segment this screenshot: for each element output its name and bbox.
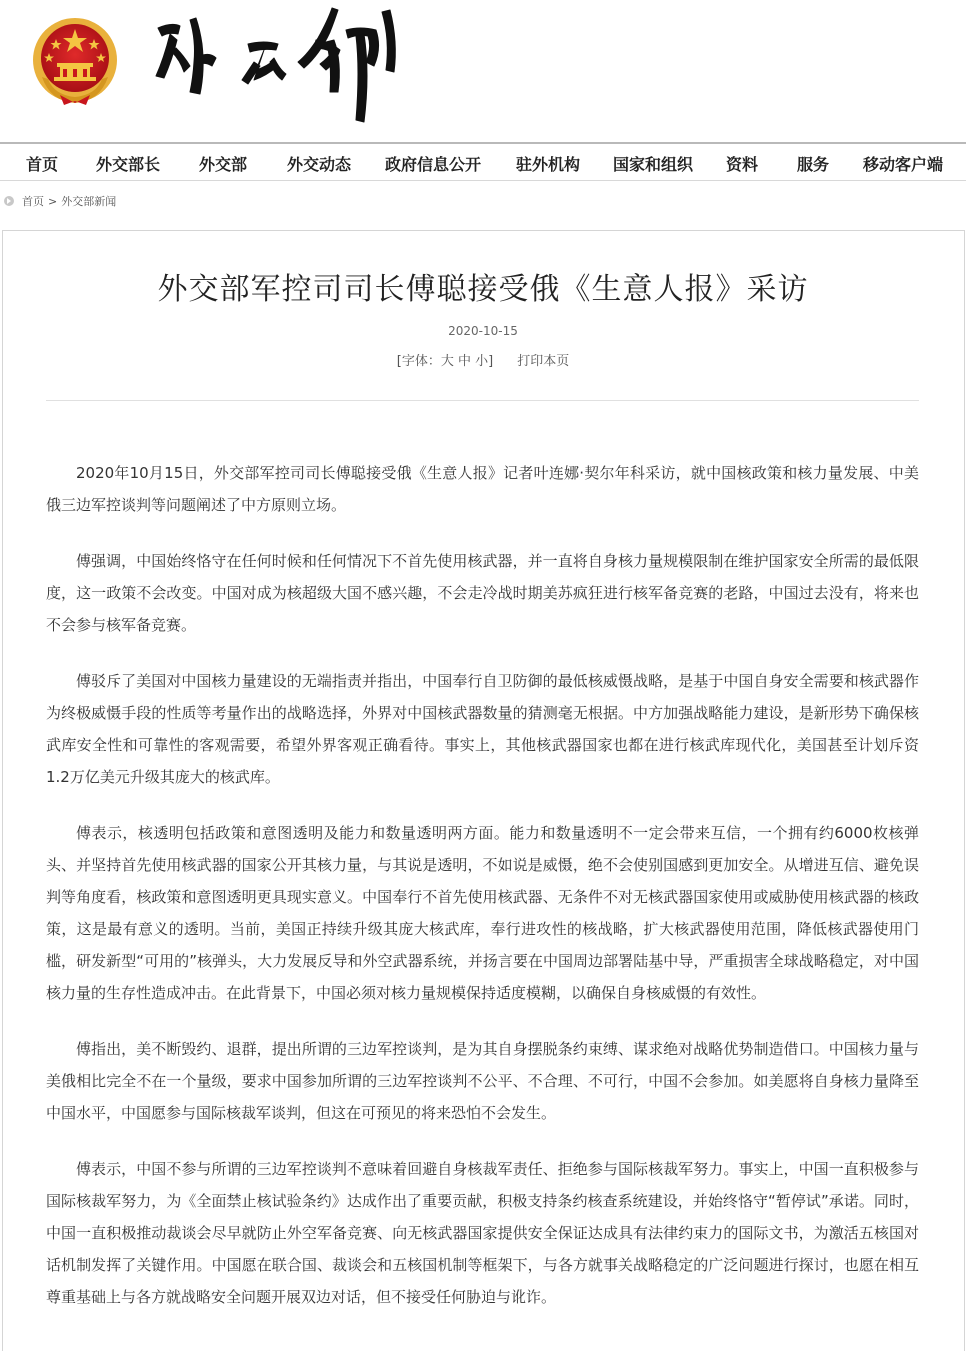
nav-item-missions-abroad[interactable]: 驻外机构 [516, 155, 581, 174]
nav-item-home[interactable]: 首页 [26, 155, 59, 174]
article-date: 2020-10-15 [448, 324, 518, 338]
title-divider [46, 400, 919, 401]
article-paragraph: 傅表示，核透明包括政策和意图透明及能力和数量透明两方面。能力和数量透明不一定会带来互信，一个拥有约6000枚核弹头、并坚持首先使用核武器的国家公开其核力量，与其说是透明，不如说是威慑，绝不会使别国感到更加安全。从增进互信、避免误判等角度看，核政策和意图透明更具现实意义。中国奉行不首先使用核武器、无条件不对无核武器国家使用或威胁使用核武器的核政策，这是最有意义的透明。当前，美国正持续升级其庞大核武库，奉行进攻性的核战略，扩大核武器使用范围，降低核武器使用门槛，研发新型“可用的”核弹头，大力发展反导和外空武器系统，并扬言要在中国周边部署陆基中导，严重损害全球战略稳定，对中国核力量的生存性造成冲击。在此背景下，中国必须对核力量规模保持适度模糊，以确保自身核威慑的有效性。 [46, 824, 919, 1002]
article-paragraph: 傅强调，中国始终恪守在任何时候和任何情况下不首先使用核武器，并一直将自身核力量规模限制在维护国家安全所需的最低限度，这一政策不会改变。中国对成为核超级大国不感兴趣，不会走冷战时期美苏疯狂进行核军备竞赛的老路，中国过去没有，将来也不会参与核军备竞赛。 [46, 552, 919, 634]
breadcrumb [4, 193, 116, 209]
article-paragraph: 傅驳斥了美国对中国核力量建设的无端指责并指出，中国奉行自卫防御的最低核威慑战略，是基于中国自身安全需要和核武器作为终极威慑手段的性质等考量作出的战略选择，外界对中国核武器数量的猜测毫无根据。中方加强战略能力建设，是新形势下确保核武库安全性和可靠性的客观需要，希望外界客观正确看待。事实上，其他核武器国家也都在进行核武库现代化，美国甚至计划斥资1.2万亿美元升级其庞大的核武库。 [46, 672, 919, 786]
nav-divider [0, 180, 966, 181]
nav-item-mobile-client[interactable]: 移动客户端 [863, 155, 944, 174]
print-page-link[interactable]: 打印本页 [517, 354, 570, 369]
site-header [0, 0, 978, 143]
breadcrumb-current-link[interactable]: 外交部新闻 [61, 195, 117, 208]
nav-item-services[interactable]: 服务 [797, 155, 830, 174]
nav-item-government-info[interactable]: 政府信息公开 [385, 155, 482, 174]
breadcrumb-arrow-icon [4, 196, 14, 206]
article-tools [0, 350, 966, 369]
article-title: 外交部军控司司长傅聪接受俄《生意人报》采访 [157, 272, 809, 307]
nav-item-ministry[interactable]: 外交部 [199, 155, 248, 174]
nav-item-minister[interactable]: 外交部长 [96, 155, 161, 174]
article-paragraph: 2020年10月15日，外交部军控司司长傅聪接受俄《生意人报》记者叶连娜·契尔年科采访，就中国核政策和核力量发展、中美俄三边军控谈判等问题阐述了中方原则立场。 [46, 464, 919, 514]
nav-item-countries-orgs[interactable]: 国家和组织 [613, 155, 694, 174]
article-body [46, 457, 919, 1337]
nav-item-resources[interactable]: 资料 [726, 155, 759, 174]
article-paragraph: 傅表示，中国不参与所谓的三边军控谈判不意味着回避自身核裁军责任、拒绝参与国际核裁军努力。事实上，中国一直积极参与国际核裁军努力，为《全面禁止核试验条约》达成作出了重要贡献，积极支持条约核查系统建设，并始终恪守“暂停试”承诺。同时，中国一直积极推动裁谈会尽早就防止外空军备竞赛、向无核武器国家提供安全保证达成具有法律约束力的国际文书，为激活五核国对话机制发挥了关键作用。中国愿在联合国、裁谈会和五核国机制等框架下，与各方就事关战略稳定的广泛问题进行探讨，也愿在相互尊重基础上与各方就战略安全问题开展双边对话，但不接受任何胁迫与讹诈。 [46, 1160, 919, 1306]
breadcrumb-separator: > [48, 194, 58, 208]
font-size-control[interactable]: [字体：大 中 小] [396, 354, 494, 369]
breadcrumb-home-link[interactable]: 首页 [22, 195, 44, 208]
main-nav [0, 144, 966, 181]
ministry-logo[interactable] [150, 0, 410, 130]
article-paragraph: 傅指出，美不断毁约、退群，提出所谓的三边军控谈判，是为其自身摆脱条约束缚、谋求绝对战略优势制造借口。中国核力量与美俄相比完全不在一个量级，要求中国参加所谓的三边军控谈判不公平、不合理、不可行，中国不会参加。如美愿将自身核力量降至中国水平，中国愿参与国际核裁军谈判，但这在可预见的将来恐怕不会发生。 [46, 1040, 919, 1122]
national-emblem-icon[interactable] [30, 15, 120, 107]
nav-item-diplomatic-news[interactable]: 外交动态 [287, 155, 352, 174]
